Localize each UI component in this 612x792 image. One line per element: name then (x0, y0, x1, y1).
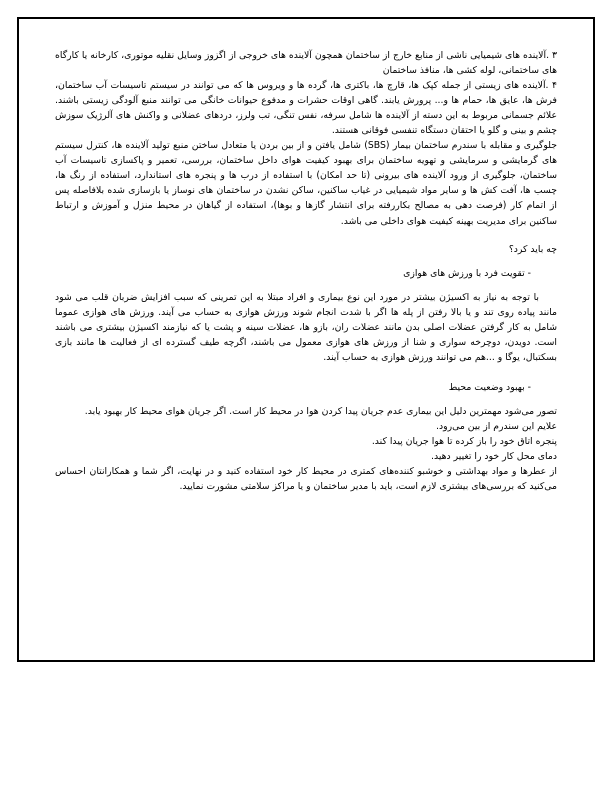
bullet-aerobic-exercise: - تقویت فرد با ورزش های هوازی (403, 267, 531, 279)
paragraph-prevention-sbs: جلوگیری و مقابله با سندرم ساختمان بیمار (SBS) شامل یافتن و از بین بردن یا متعادل ساختن منبع تولید آلاینده ها، کنترل سیستم های گرمایشی و سرمایشی و تهویه ساختمان برای بهبود کیفیت هوای داخل ساختمان، بررسی، تعمیر و پاکسازی تاسیسات آب ساختمان، جلوگیری از ورود آلاینده های بیرونی (تا حد امکان) با استفاده از درب ها و پنجره های استاندارد، استفاده از رنگ ها، چسب ها، آفت کش ها و سایر مواد شیمیایی در غیاب ساکنین، ساکن نشدن در ساختمان های نوساز یا بازسازی شده بلافاصله پس از اتمام کار (فرصت دهی به مصالح بکاررفته برای انتشار گازها و بوها)، استفاده از گیاهان در محیط منزل و آموزش و ارتباط ساکنین برای مدیریت بهینه کیفیت هوای داخلی می باشد. (55, 140, 557, 227)
bullet-improve-environment: - بهبود وضعیت محیط (448, 381, 531, 393)
spacer (55, 257, 557, 266)
heading-what-to-do: چه باید کرد؟ (508, 243, 557, 255)
paragraph-env-line-1: تصور می‌شود مهمترین دلیل این بیماری عدم جریان پیدا کردن هوا در محیط کار است. اگر جریان هوای محیط کار بهبود یابد. (84, 405, 557, 417)
paragraph-pollutant-item-4: ۴ .آلاینده های زیستی از جمله کپک ها، قارچ ها، باکتری ها، گرده ها و ویروس ها که می توانند در سیستم تاسیسات آب ساختمان، فرش ها، عایق ها، حمام ها و... پرورش یابند. گاهی اوقات حشرات و مدفوع حیوانات خانگی می توانند منبع آلودگی زیستی باشند. علائم جسمانی مربوط به این دسته از آلاینده ها شامل سرفه، نفس تنگی، تب ولرز، دردهای عضلانی و واکنش های آلرژیک سوزش چشم و بینی و گلو یا احتقان دستگاه تنفسی فوقانی هستند. (55, 80, 557, 137)
paragraph-env-line-5: از عطرها و مواد بهداشتی و خوشبو کننده‌های کمتری در محیط کار خود استفاده کنید و در نهایت، اگر شما و همکارانتان احساس می‌کنید که بررسی‌های بیشتری لازم است، باید با مدیر ساختمان و یا مراکز سلامتی مشورت نمایید. (55, 466, 557, 493)
spacer (55, 229, 557, 242)
document-body (55, 48, 557, 494)
spacer (55, 281, 557, 290)
spacer (55, 365, 557, 380)
paragraph-aerobic-exercise-body: با توجه به نیاز به اکسیژن بیشتر در مورد این نوع بیماری و افراد مبتلا به این تمرینی که سبب افزایش ضربان قلب می شود مانند پیاده روی تند و یا بالا رفتن از پله ها اگر با شدت انجام شوند ورزش هوازی به حساب می آیند. ورزش های هوازی عموما شامل به کار گرفتن عضلات اصلی بدن مانند عضلات ران، بازو ها، عضلات سینه و پشت یا که نیازمند اکسیژن بیشتری می باشند است. دویدن، دوچرخه سواری و شنا از ورزش های هوازی معمول می باشند، اگرچه طیف گسترده ای از فعالیت ها مانند بازی بسکتبال، یوگا و ...هم می توانند ورزش هوازی به حساب آیند. (55, 291, 557, 363)
spacer (55, 395, 557, 404)
paragraph-env-line-4: دمای محل کار خود را تغییر دهید. (431, 451, 557, 463)
paragraph-env-line-2: علایم این سندرم از بین می‌رود. (436, 420, 557, 432)
paragraph-pollutant-item-3: ۳ .آلاینده های شیمیایی ناشی از منابع خارج از ساختمان همچون آلاینده های خروجی از اگزوز وسایل نقلیه موتوری، کارخانه یا کارگاه های ساختمانی، لوله کشی ها، منافذ ساختمان (55, 50, 557, 77)
paragraph-env-line-3: پنجره اتاق خود را باز کرده تا هوا جریان پیدا کند. (371, 436, 557, 448)
